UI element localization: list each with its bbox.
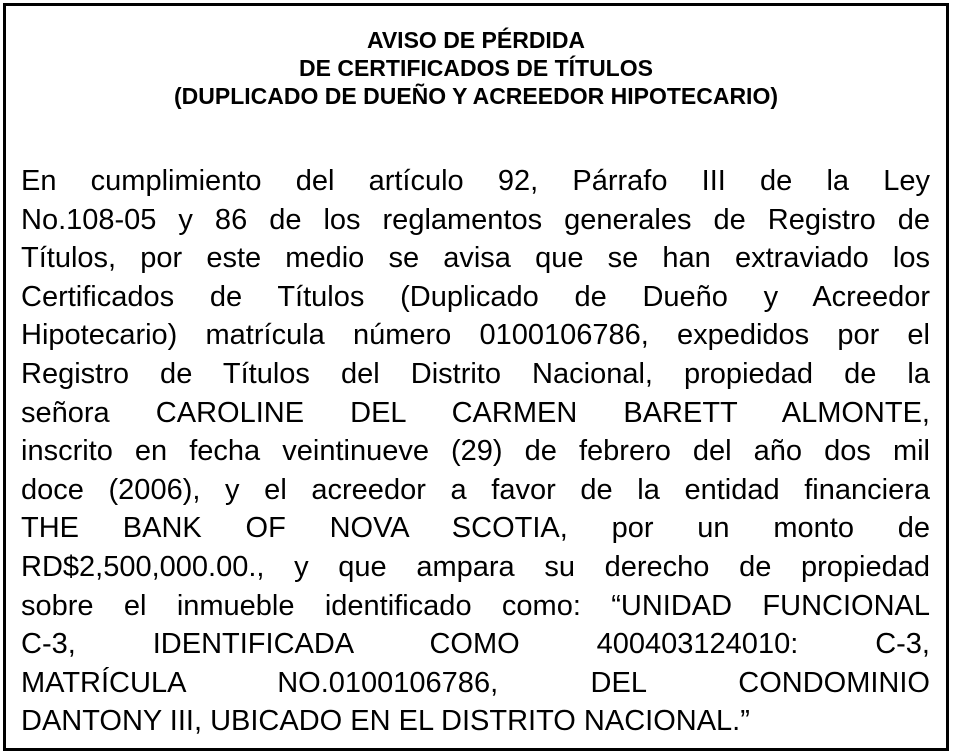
body-line-14: MATRÍCULA NO.0100106786, DEL CONDOMINIO (21, 666, 930, 699)
body-line-13: C-3, IDENTIFICADA COMO 400403124010: C-3, (21, 628, 930, 661)
title-line-2: DE CERTIFICADOS DE TÍTULOS (299, 55, 653, 81)
body-line-7: señora CAROLINE DEL CARMEN BARETT ALMONTE, (21, 396, 930, 429)
body-line-11: RD$2,500,000.00., y que ampara su derecho de propiedad (21, 550, 930, 583)
body-line-3: Títulos, por este medio se avisa que se han extraviado los (21, 242, 930, 275)
body-line-12: sobre el inmueble identificado como: “UNIDAD FUNCIONAL (21, 589, 930, 622)
body-line-15: DANTONY III, UBICADO EN EL DISTRITO NACIONAL.” (21, 705, 750, 738)
body-line-1: En cumplimiento del artículo 92, Párrafo III de la Ley (21, 165, 930, 197)
body-line-9: doce (2006), y el acreedor a favor de la entidad financiera (21, 473, 930, 506)
title-line-1: AVISO DE PÉRDIDA (366, 27, 586, 53)
body-line-10: THE BANK OF NOVA SCOTIA, por un monto de (21, 512, 930, 545)
body-line-6: Registro de Títulos del Distrito Nacional, propiedad de la (21, 357, 930, 390)
body-line-4: Certificados de Títulos (Duplicado de Dueño y Acreedor (21, 280, 930, 313)
body-line-2: No.108-05 y 86 de los reglamentos generales de Registro de (21, 203, 930, 236)
notice-heading (6, 26, 946, 110)
notice-frame (3, 3, 949, 751)
title-line-3: (DUPLICADO DE DUEÑO Y ACREEDOR HIPOTECARIO) (173, 83, 778, 109)
body-line-5: Hipotecario) matrícula número 0100106786, expedidos por el (21, 319, 930, 352)
notice-body (21, 162, 930, 741)
body-line-8: inscrito en fecha veintinueve (29) de febrero del año dos mil (21, 435, 930, 468)
